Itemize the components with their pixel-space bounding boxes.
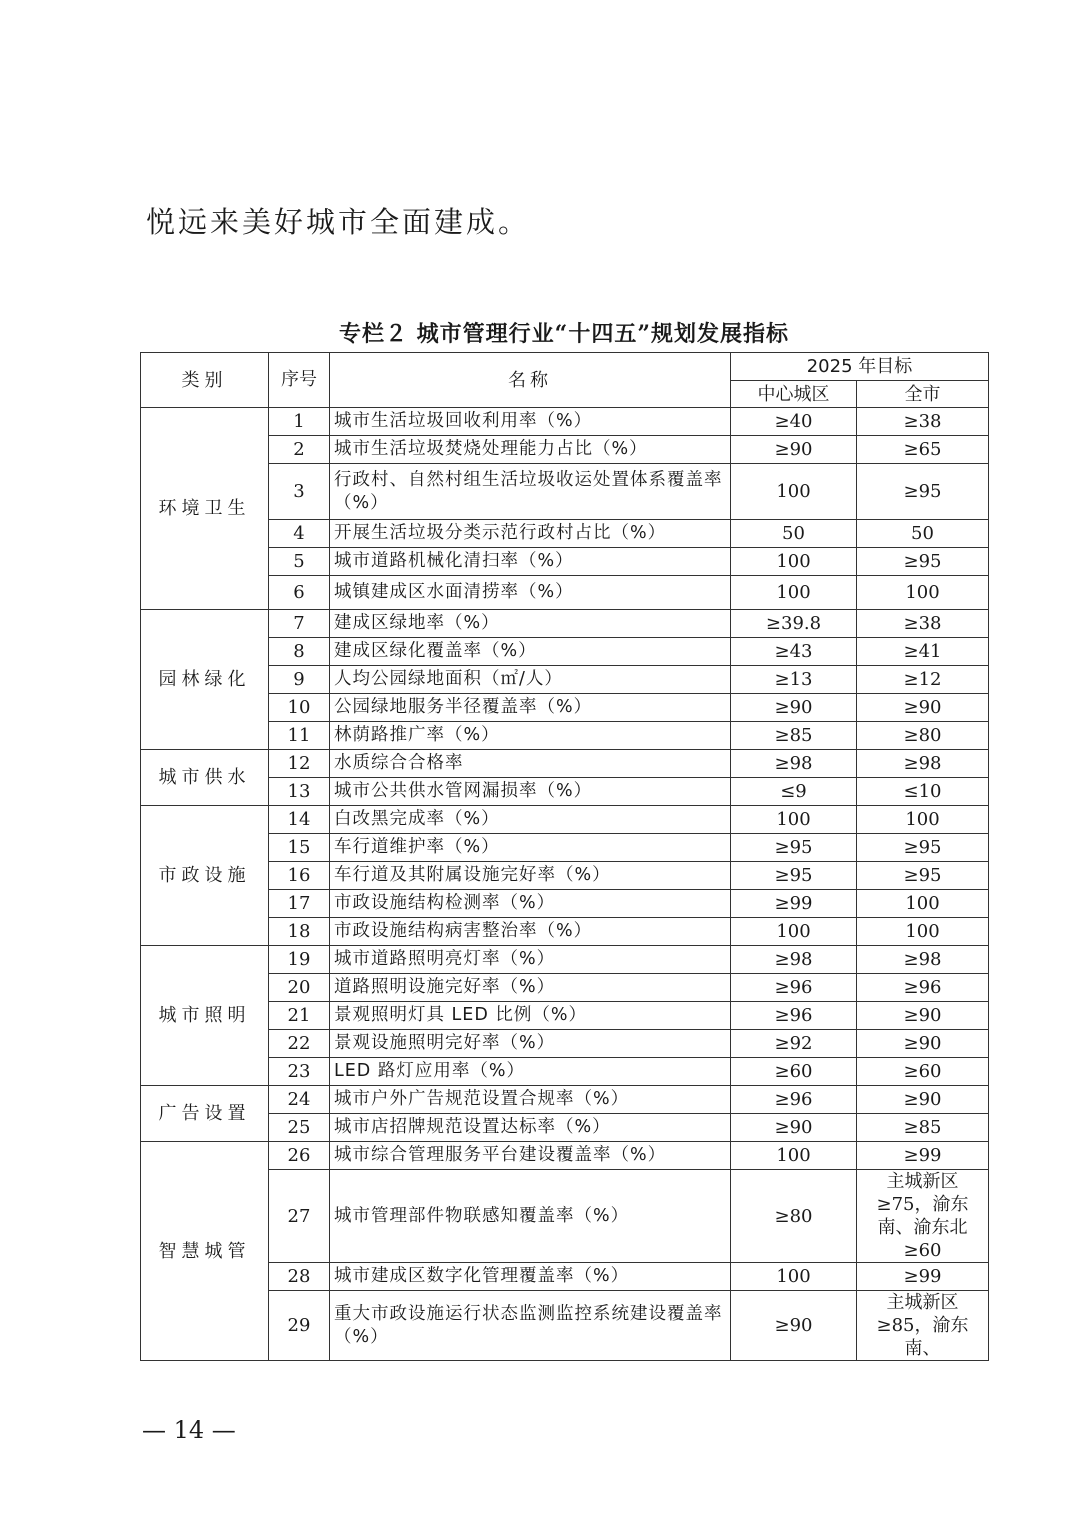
seq-cell: 28 (269, 1263, 330, 1291)
name-cell: 城市建成区数字化管理覆盖率（%） (330, 1263, 731, 1291)
table-row (141, 694, 989, 722)
seq-cell: 13 (269, 778, 330, 806)
city-value-cell: ≥90 (857, 1086, 989, 1114)
table-row (141, 408, 989, 436)
seq-cell: 5 (269, 548, 330, 576)
center-value-cell: ≥39.8 (731, 610, 857, 638)
header-seq: 序号 (269, 353, 330, 408)
seq-cell: 26 (269, 1142, 330, 1170)
city-value-cell: ≥95 (857, 862, 989, 890)
table-row (141, 1142, 989, 1170)
center-value-cell: ≥85 (731, 722, 857, 750)
seq-cell: 8 (269, 638, 330, 666)
city-value-cell: ≥96 (857, 974, 989, 1002)
name-cell: LED 路灯应用率（%） (330, 1058, 731, 1086)
seq-cell: 6 (269, 576, 330, 610)
category-cell: 智慧城管 (141, 1142, 269, 1361)
seq-cell: 24 (269, 1086, 330, 1114)
table-row (141, 862, 989, 890)
city-value-cell: ≥80 (857, 722, 989, 750)
city-value-cell: ≥95 (857, 834, 989, 862)
seq-cell: 23 (269, 1058, 330, 1086)
seq-cell: 20 (269, 974, 330, 1002)
center-value-cell: ≥90 (731, 436, 857, 464)
center-value-cell: ≥96 (731, 1002, 857, 1030)
city-value-cell: 主城新区≥85，渝东南、 (857, 1291, 989, 1361)
name-cell: 城市公共供水管网漏损率（%） (330, 778, 731, 806)
city-value-cell: 100 (857, 576, 989, 610)
table-row (141, 1114, 989, 1142)
name-cell: 白改黑完成率（%） (330, 806, 731, 834)
table-row (141, 974, 989, 1002)
center-value-cell: ≥96 (731, 974, 857, 1002)
city-value-cell: 100 (857, 806, 989, 834)
table-caption: 专栏２ 城市管理行业“十四五”规划发展指标 (339, 321, 789, 347)
seq-cell: 17 (269, 890, 330, 918)
name-cell: 城市道路机械化清扫率（%） (330, 548, 731, 576)
city-value-cell: ≥65 (857, 436, 989, 464)
name-cell: 行政村、自然村组生活垃圾收运处置体系覆盖率（%） (330, 464, 731, 520)
table-row (141, 834, 989, 862)
intro-paragraph: 悦远来美好城市全面建成。 (146, 205, 531, 239)
table-row (141, 520, 989, 548)
name-cell: 城市生活垃圾回收利用率（%） (330, 408, 731, 436)
name-cell: 城市店招牌规范设置达标率（%） (330, 1114, 731, 1142)
seq-cell: 15 (269, 834, 330, 862)
category-cell: 园林绿化 (141, 610, 269, 750)
indicators-table (140, 352, 989, 1361)
table-body (141, 408, 989, 1361)
city-value-cell: ≥60 (857, 1058, 989, 1086)
center-value-cell: ≥43 (731, 638, 857, 666)
table-row (141, 638, 989, 666)
name-cell: 人均公园绿地面积（㎡/人） (330, 666, 731, 694)
center-value-cell: 100 (731, 806, 857, 834)
name-cell: 市政设施结构病害整治率（%） (330, 918, 731, 946)
center-value-cell: ≥99 (731, 890, 857, 918)
center-value-cell: ≥95 (731, 862, 857, 890)
header-category: 类别 (141, 353, 269, 408)
header-city: 全市 (857, 381, 989, 408)
name-cell: 道路照明设施完好率（%） (330, 974, 731, 1002)
center-value-cell: ≥13 (731, 666, 857, 694)
category-cell: 市政设施 (141, 806, 269, 946)
header-center: 中心城区 (731, 381, 857, 408)
seq-cell: 1 (269, 408, 330, 436)
table-row (141, 464, 989, 520)
seq-cell: 9 (269, 666, 330, 694)
name-cell: 开展生活垃圾分类示范行政村占比（%） (330, 520, 731, 548)
city-value-cell: ≥95 (857, 548, 989, 576)
city-value-cell: ≥99 (857, 1263, 989, 1291)
seq-cell: 4 (269, 520, 330, 548)
center-value-cell: ≥60 (731, 1058, 857, 1086)
city-value-cell: ≤10 (857, 778, 989, 806)
table-row (141, 548, 989, 576)
name-cell: 林荫路推广率（%） (330, 722, 731, 750)
city-value-cell: 100 (857, 890, 989, 918)
category-cell: 城市供水 (141, 750, 269, 806)
name-cell: 城市管理部件物联感知覆盖率（%） (330, 1170, 731, 1263)
name-cell: 城市户外广告规范设置合规率（%） (330, 1086, 731, 1114)
center-value-cell: ≥95 (731, 834, 857, 862)
table-row (141, 918, 989, 946)
header-target: 2025 年目标 (731, 353, 989, 381)
category-cell: 城市照明 (141, 946, 269, 1086)
category-cell: 环境卫生 (141, 408, 269, 610)
center-value-cell: 100 (731, 576, 857, 610)
city-value-cell: ≥95 (857, 464, 989, 520)
table-row (141, 890, 989, 918)
table-row (141, 1058, 989, 1086)
table-row (141, 1291, 989, 1361)
name-cell: 车行道维护率（%） (330, 834, 731, 862)
center-value-cell: 50 (731, 520, 857, 548)
name-cell: 景观照明灯具 LED 比例（%） (330, 1002, 731, 1030)
center-value-cell: ≥98 (731, 750, 857, 778)
seq-cell: 29 (269, 1291, 330, 1361)
center-value-cell: 100 (731, 1142, 857, 1170)
name-cell: 公园绿地服务半径覆盖率（%） (330, 694, 731, 722)
table-row (141, 436, 989, 464)
center-value-cell: 100 (731, 548, 857, 576)
city-value-cell: ≥90 (857, 694, 989, 722)
seq-cell: 18 (269, 918, 330, 946)
seq-cell: 25 (269, 1114, 330, 1142)
table-row (141, 806, 989, 834)
center-value-cell: ≥90 (731, 1291, 857, 1361)
center-value-cell: ≥92 (731, 1030, 857, 1058)
name-cell: 建成区绿化覆盖率（%） (330, 638, 731, 666)
center-value-cell: 100 (731, 1263, 857, 1291)
name-cell: 车行道及其附属设施完好率（%） (330, 862, 731, 890)
seq-cell: 7 (269, 610, 330, 638)
header-name: 名称 (330, 353, 731, 408)
city-value-cell: ≥90 (857, 1030, 989, 1058)
city-value-cell: ≥12 (857, 666, 989, 694)
name-cell: 城市生活垃圾焚烧处理能力占比（%） (330, 436, 731, 464)
table-row (141, 722, 989, 750)
seq-cell: 3 (269, 464, 330, 520)
seq-cell: 14 (269, 806, 330, 834)
center-value-cell: ≤9 (731, 778, 857, 806)
name-cell: 城市道路照明亮灯率（%） (330, 946, 731, 974)
table-row (141, 610, 989, 638)
table-row (141, 1086, 989, 1114)
table-row (141, 576, 989, 610)
city-value-cell: ≥38 (857, 610, 989, 638)
city-value-cell: ≥99 (857, 1142, 989, 1170)
city-value-cell: ≥41 (857, 638, 989, 666)
table-row (141, 1030, 989, 1058)
seq-cell: 22 (269, 1030, 330, 1058)
page-number: — 14 — (142, 1416, 236, 1444)
table-row (141, 1263, 989, 1291)
center-value-cell: 100 (731, 918, 857, 946)
name-cell: 市政设施结构检测率（%） (330, 890, 731, 918)
center-value-cell: 100 (731, 464, 857, 520)
table-row (141, 1170, 989, 1263)
name-cell: 建成区绿地率（%） (330, 610, 731, 638)
seq-cell: 19 (269, 946, 330, 974)
center-value-cell: ≥40 (731, 408, 857, 436)
name-cell: 水质综合合格率 (330, 750, 731, 778)
city-value-cell: 50 (857, 520, 989, 548)
table-row (141, 666, 989, 694)
name-cell: 重大市政设施运行状态监测监控系统建设覆盖率（%） (330, 1291, 731, 1361)
city-value-cell: 主城新区≥75，渝东南、渝东北≥60 (857, 1170, 989, 1263)
center-value-cell: ≥96 (731, 1086, 857, 1114)
center-value-cell: ≥80 (731, 1170, 857, 1263)
name-cell: 城市综合管理服务平台建设覆盖率（%） (330, 1142, 731, 1170)
seq-cell: 11 (269, 722, 330, 750)
city-value-cell: ≥38 (857, 408, 989, 436)
seq-cell: 10 (269, 694, 330, 722)
category-cell: 广告设置 (141, 1086, 269, 1142)
table-row (141, 1002, 989, 1030)
table-row (141, 778, 989, 806)
seq-cell: 12 (269, 750, 330, 778)
name-cell: 景观设施照明完好率（%） (330, 1030, 731, 1058)
center-value-cell: ≥90 (731, 1114, 857, 1142)
city-value-cell: ≥98 (857, 750, 989, 778)
seq-cell: 27 (269, 1170, 330, 1263)
table-row (141, 750, 989, 778)
name-cell: 城镇建成区水面清捞率（%） (330, 576, 731, 610)
city-value-cell: ≥98 (857, 946, 989, 974)
seq-cell: 21 (269, 1002, 330, 1030)
city-value-cell: ≥85 (857, 1114, 989, 1142)
city-value-cell: ≥90 (857, 1002, 989, 1030)
seq-cell: 16 (269, 862, 330, 890)
center-value-cell: ≥90 (731, 694, 857, 722)
center-value-cell: ≥98 (731, 946, 857, 974)
table-row (141, 946, 989, 974)
city-value-cell: 100 (857, 918, 989, 946)
seq-cell: 2 (269, 436, 330, 464)
